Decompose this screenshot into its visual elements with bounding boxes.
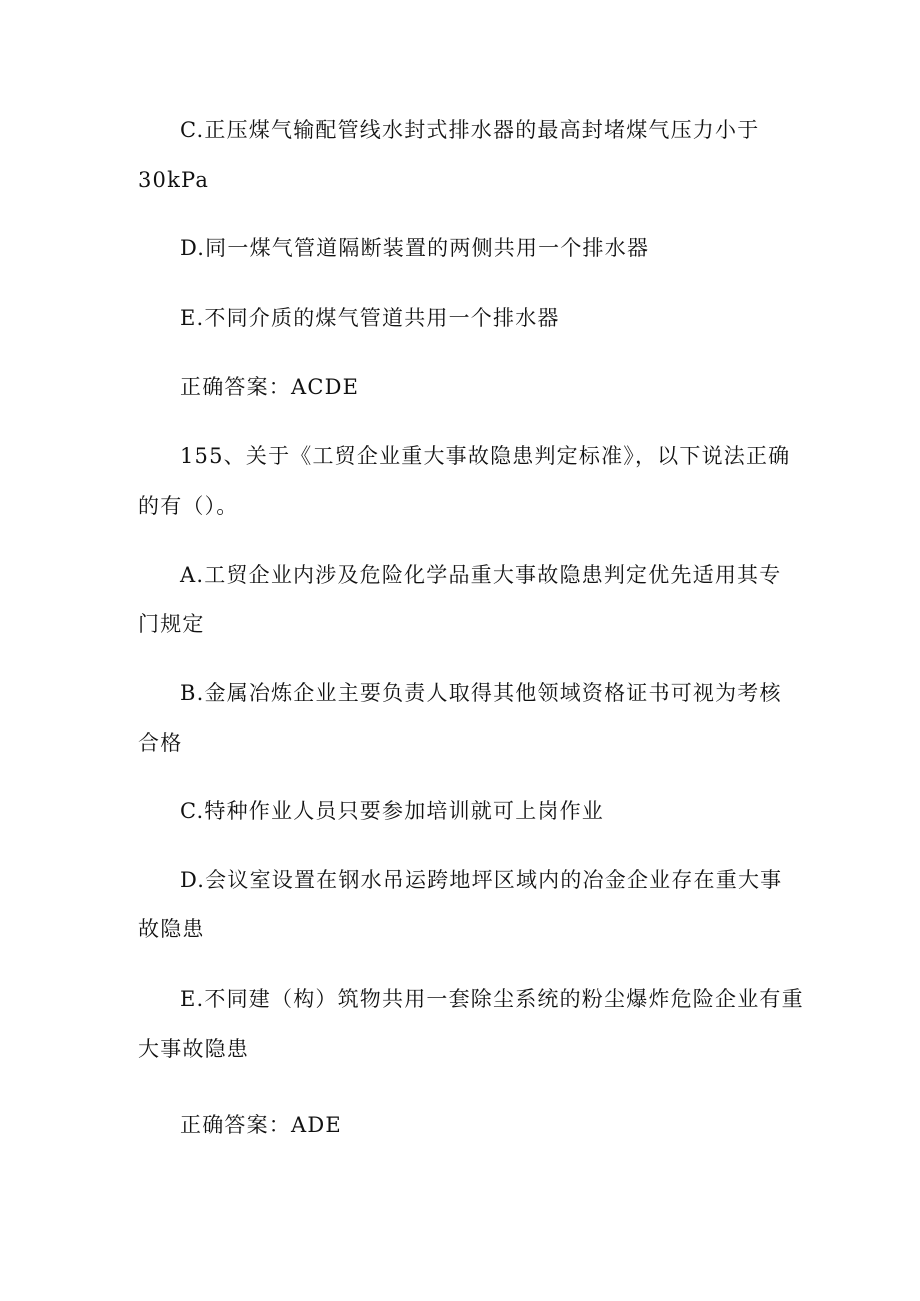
question-155-line-2: 的有（）。 xyxy=(138,494,239,518)
answer-154: 正确答案：ACDE xyxy=(180,375,360,399)
option-e: E.不同介质的煤气管道共用一个排水器 xyxy=(180,306,560,330)
option-c-line-1: C.正压煤气输配管线水封式排水器的最高封堵煤气压力小于 xyxy=(180,118,760,142)
option-e-155-line-2: 大事故隐患 xyxy=(138,1037,249,1061)
option-b-line-1: B.金属冶炼企业主要负责人取得其他领域资格证书可视为考核 xyxy=(180,681,782,705)
option-e-155-line-1: E.不同建（构）筑物共用一套除尘系统的粉尘爆炸危险企业有重 xyxy=(180,987,804,1011)
question-155-line-1: 155、关于《工贸企业重大事故隐患判定标准》，以下说法正确 xyxy=(180,444,791,468)
option-d-155-line-1: D.会议室设置在钢水吊运跨地坪区域内的冶金企业存在重大事 xyxy=(180,868,783,892)
option-a-line-1: A.工贸企业内涉及危险化学品重大事故隐患判定优先适用其专 xyxy=(180,563,782,587)
answer-155: 正确答案：ADE xyxy=(180,1113,342,1137)
option-c-155: C.特种作业人员只要参加培训就可上岗作业 xyxy=(180,799,604,823)
option-c-line-2: 30kPa xyxy=(138,168,210,192)
option-d: D.同一煤气管道隔断装置的两侧共用一个排水器 xyxy=(180,236,650,260)
option-b-line-2: 合格 xyxy=(138,731,183,755)
option-d-155-line-2: 故隐患 xyxy=(138,917,205,941)
option-a-line-2: 门规定 xyxy=(138,612,205,636)
